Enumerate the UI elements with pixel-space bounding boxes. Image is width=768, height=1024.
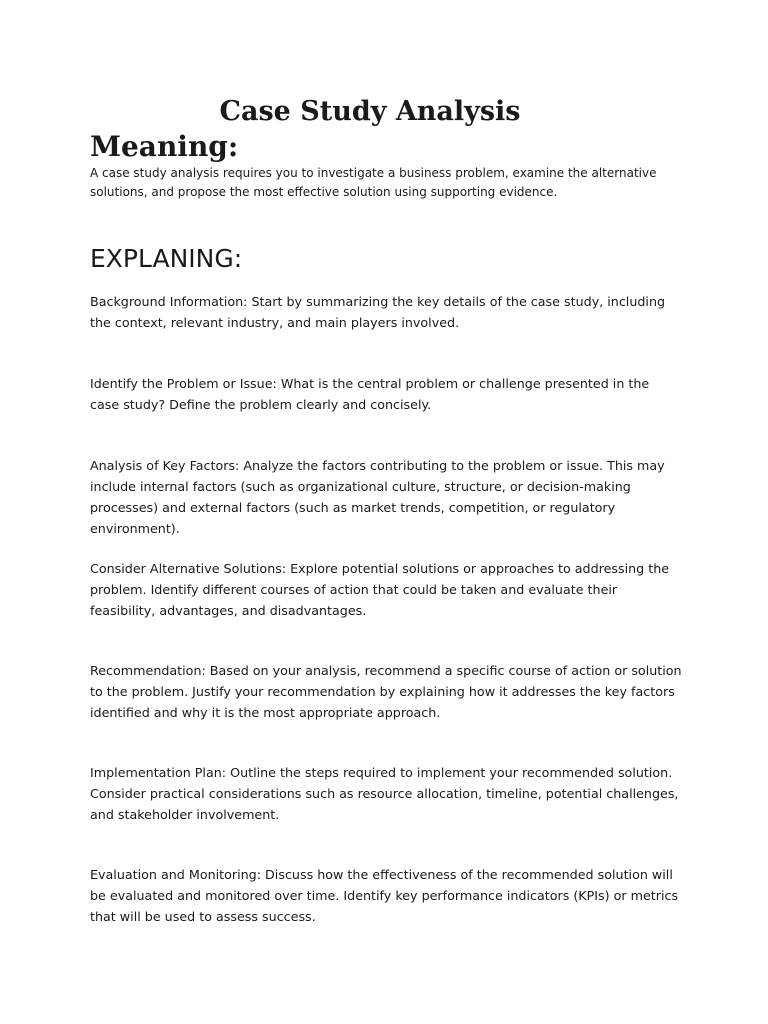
document-title: Case Study Analysis — [219, 96, 521, 127]
section-analysis-key-factors: Analysis of Key Factors: Analyze the factors contributing to the problem or issue. This may include internal factors (such as organizational culture, structure, or decision-making processes) and external factors (such as market trends, competition, or regulatory environment). — [90, 458, 665, 536]
meaning-heading: Meaning: — [90, 130, 239, 163]
section-alternative-solutions: Consider Alternative Solutions: Explore potential solutions or approaches to addressing the problem. Identify different courses of action that could be taken and evaluate their feasibility, advantages, and disadvantages. — [90, 561, 670, 618]
section-background-information: Background Information: Start by summarizing the key details of the case study, including the context, relevant industry, and main players involved. — [90, 294, 666, 330]
section-identify-problem: Identify the Problem or Issue: What is the central problem or challenge presented in the case study? Define the problem clearly and concisely. — [90, 376, 650, 412]
section-evaluation-monitoring: Evaluation and Monitoring: Discuss how the effectiveness of the recommended solution will be evaluated and monitored over time. Identify key performance indicators (KPIs) or metrics that will be used to assess success. — [90, 867, 679, 924]
explaining-heading: EXPLANING: — [90, 244, 243, 273]
section-recommendation: Recommendation: Based on your analysis, recommend a specific course of action or solution to the problem. Justify your recommendation by explaining how it addresses the key factors identified and why it is the most appropriate approach. — [90, 663, 682, 720]
section-implementation-plan: Implementation Plan: Outline the steps required to implement your recommended solution. Consider practical considerations such as resource allocation, timeline, potential challenges, and stakeholder involvement. — [90, 765, 679, 822]
meaning-paragraph: A case study analysis requires you to investigate a business problem, examine the alternative solutions, and propose the most effective solution using supporting evidence. — [90, 166, 657, 199]
